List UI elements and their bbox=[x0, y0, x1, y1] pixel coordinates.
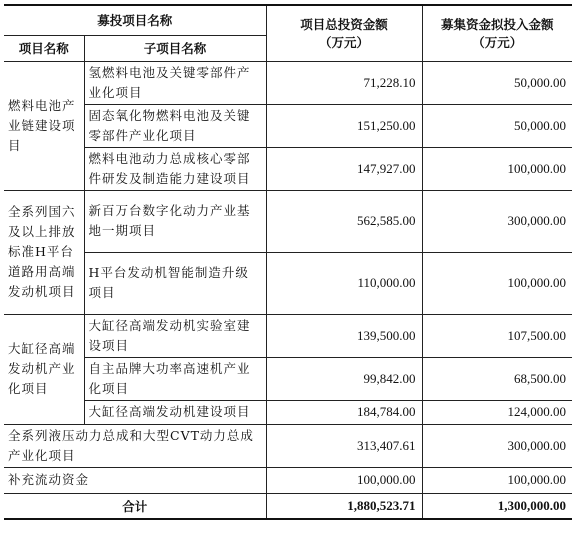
header-raised-funds-unit: （万元） bbox=[472, 35, 523, 51]
table-row bbox=[4, 190, 572, 252]
group-name: 大缸径高端发动机产业化项目 bbox=[4, 314, 84, 424]
table-row bbox=[4, 357, 572, 400]
header-total-investment bbox=[266, 5, 422, 61]
table-row bbox=[4, 424, 572, 467]
raised-funds-value: 100,000.00 bbox=[422, 252, 572, 314]
project-name: 全系列液压动力总成和大型CVT动力总成产业化项目 bbox=[4, 424, 266, 467]
raised-funds-value: 50,000.00 bbox=[422, 104, 572, 147]
table-row bbox=[4, 314, 572, 357]
raised-funds-value: 107,500.00 bbox=[422, 314, 572, 357]
header-total-investment-label: 项目总投资金额 bbox=[300, 17, 388, 33]
header-sub-project-name: 子项目名称 bbox=[84, 35, 266, 61]
table-row bbox=[4, 400, 572, 424]
table-row bbox=[4, 104, 572, 147]
total-label: 合计 bbox=[4, 493, 266, 519]
sub-project-name: 氢燃料电池及关键零部件产业化项目 bbox=[84, 61, 266, 104]
header-raised-funds bbox=[422, 5, 572, 61]
grand-total-investment: 1,880,523.71 bbox=[266, 493, 422, 519]
raised-funds-value: 124,000.00 bbox=[422, 400, 572, 424]
group-name: 全系列国六及以上排放标准H平台道路用高端发动机项目 bbox=[4, 190, 84, 314]
sub-project-name: 大缸径高端发动机建设项目 bbox=[84, 400, 266, 424]
raised-funds-value: 68,500.00 bbox=[422, 357, 572, 400]
total-investment-value: 313,407.61 bbox=[266, 424, 422, 467]
header-total-investment-unit: （万元） bbox=[319, 35, 370, 51]
total-investment-value: 71,228.10 bbox=[266, 61, 422, 104]
table-row bbox=[4, 252, 572, 314]
raised-funds-value: 100,000.00 bbox=[422, 467, 572, 493]
group-name: 燃料电池产业链建设项目 bbox=[4, 61, 84, 190]
header-project-name: 项目名称 bbox=[4, 35, 84, 61]
raised-funds-value: 50,000.00 bbox=[422, 61, 572, 104]
sub-project-name: 自主品牌大功率高速机产业化项目 bbox=[84, 357, 266, 400]
table-row bbox=[4, 147, 572, 190]
total-investment-value: 147,927.00 bbox=[266, 147, 422, 190]
table-row bbox=[4, 467, 572, 493]
table-row bbox=[4, 61, 572, 104]
header-project-group: 募投项目名称 bbox=[4, 5, 266, 35]
sub-project-name: 新百万台数字化动力产业基地一期项目 bbox=[84, 190, 266, 252]
sub-project-name: H平台发动机智能制造升级项目 bbox=[84, 252, 266, 314]
grand-total-raised: 1,300,000.00 bbox=[422, 493, 572, 519]
sub-project-name: 燃料电池动力总成核心零部件研发及制造能力建设项目 bbox=[84, 147, 266, 190]
investment-table bbox=[4, 4, 572, 520]
total-investment-value: 110,000.00 bbox=[266, 252, 422, 314]
total-investment-value: 100,000.00 bbox=[266, 467, 422, 493]
total-investment-value: 151,250.00 bbox=[266, 104, 422, 147]
total-investment-value: 562,585.00 bbox=[266, 190, 422, 252]
total-investment-value: 139,500.00 bbox=[266, 314, 422, 357]
raised-funds-value: 300,000.00 bbox=[422, 424, 572, 467]
sub-project-name: 固态氧化物燃料电池及关键零部件产业化项目 bbox=[84, 104, 266, 147]
project-name: 补充流动资金 bbox=[4, 467, 266, 493]
sub-project-name: 大缸径高端发动机实验室建设项目 bbox=[84, 314, 266, 357]
header-raised-funds-label: 募集资金拟投入金额 bbox=[441, 17, 554, 33]
total-investment-value: 99,842.00 bbox=[266, 357, 422, 400]
raised-funds-value: 300,000.00 bbox=[422, 190, 572, 252]
total-investment-value: 184,784.00 bbox=[266, 400, 422, 424]
raised-funds-value: 100,000.00 bbox=[422, 147, 572, 190]
total-row bbox=[4, 493, 572, 519]
